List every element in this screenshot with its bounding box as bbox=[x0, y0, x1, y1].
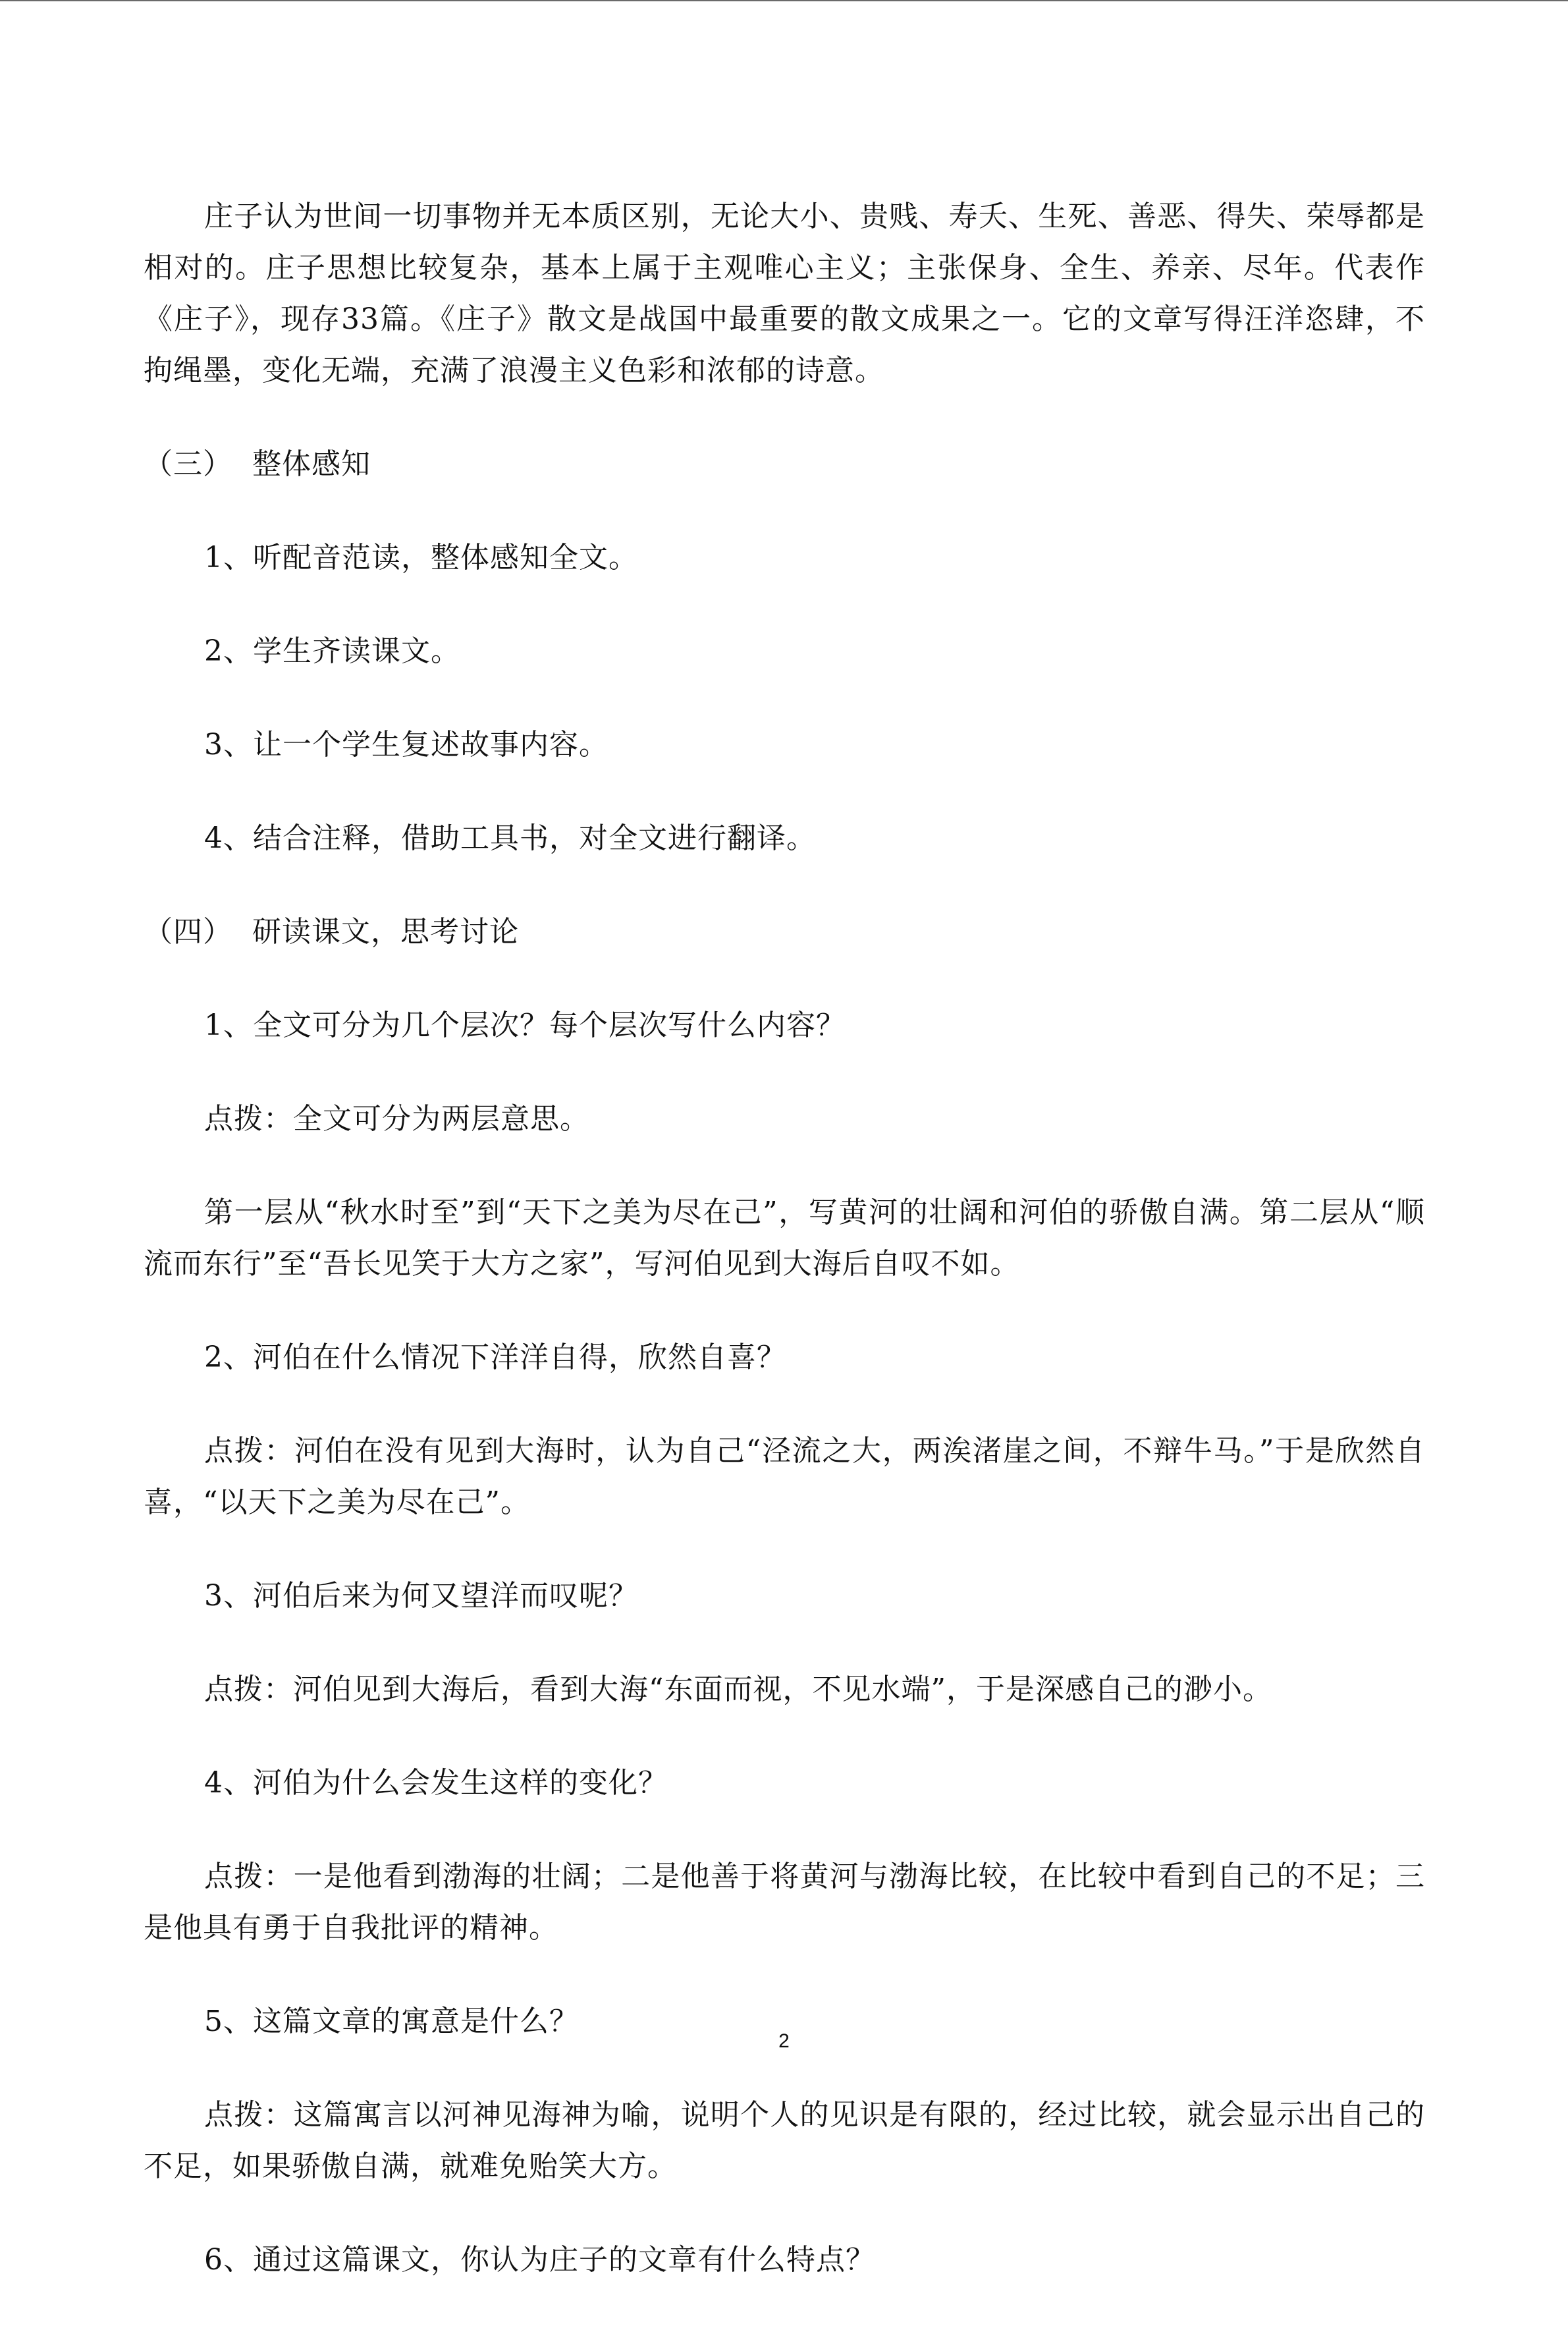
question-5: 5、这篇文章的寓意是什么？ bbox=[204, 2005, 579, 2038]
answer-1: 点拨：全文可分为两层意思。 bbox=[204, 1102, 589, 1136]
section-heading-overall-perception: （三） 整体感知 bbox=[144, 447, 371, 481]
page-number: 2 bbox=[778, 2030, 790, 2052]
section-heading-study-discuss: （四） 研读课文，思考讨论 bbox=[144, 915, 519, 949]
answer-4: 点拨：一是他看到渤海的壮阔；二是他善于将黄河与渤海比较，在比较中看到自己的不足；三是他具有勇于自我批评的精神。 bbox=[144, 1860, 1425, 1945]
question-1: 1、全文可分为几个层次？每个层次写什么内容？ bbox=[204, 1009, 846, 1042]
list-item-translate: 4、结合注释，借助工具书，对全文进行翻译。 bbox=[204, 821, 816, 855]
question-4: 4、河伯为什么会发生这样的变化？ bbox=[204, 1766, 668, 1800]
list-item-retell-story: 3、让一个学生复述故事内容。 bbox=[204, 728, 608, 762]
paragraph-zhuangzi-intro: 庄子认为世间一切事物并无本质区别，无论大小、贵贱、寿夭、生死、善恶、得失、荣辱都是相对的。庄子思想比较复杂，基本上属于主观唯心主义；主张保身、全生、养亲、尽年。代表作《庄子》，现存33篇。《庄子》散文是战国中最重要的散文成果之一。它的文章写得汪洋恣肆，不拘绳墨，变化无端，充满了浪漫主义色彩和浓郁的诗意。 bbox=[144, 200, 1425, 387]
list-item-read-aloud: 2、学生齐读课文。 bbox=[204, 634, 460, 668]
document-body bbox=[144, 191, 1425, 2328]
answer-5: 点拨：这篇寓言以河神见海神为喻，说明个人的见识是有限的，经过比较，就会显示出自己的不足，如果骄傲自满，就难免贻笑大方。 bbox=[144, 2098, 1425, 2183]
question-2: 2、河伯在什么情况下洋洋自得，欣然自喜？ bbox=[204, 1341, 786, 1374]
answer-1-detail: 第一层从“秋水时至”到“天下之美为尽在己”，写黄河的壮阔和河伯的骄傲自满。第二层从“顺流而东行”至“吾长见笑于大方之家”，写河伯见到大海后自叹不如。 bbox=[144, 1196, 1425, 1281]
question-3: 3、河伯后来为何又望洋而叹呢？ bbox=[204, 1579, 638, 1613]
question-6: 6、通过这篇课文，你认为庄子的文章有什么特点？ bbox=[204, 2243, 875, 2277]
list-item-listen-reading: 1、听配音范读，整体感知全文。 bbox=[204, 541, 638, 574]
answer-3: 点拨：河伯见到大海后，看到大海“东面而视，不见水端”，于是深感自己的渺小。 bbox=[204, 1673, 1272, 1706]
top-border-line bbox=[0, 0, 1568, 1]
answer-2: 点拨：河伯在没有见到大海时，认为自己“泾流之大，两涘渚崖之间，不辩牛马。”于是欣然自喜，“以天下之美为尽在己”。 bbox=[144, 1434, 1425, 1519]
